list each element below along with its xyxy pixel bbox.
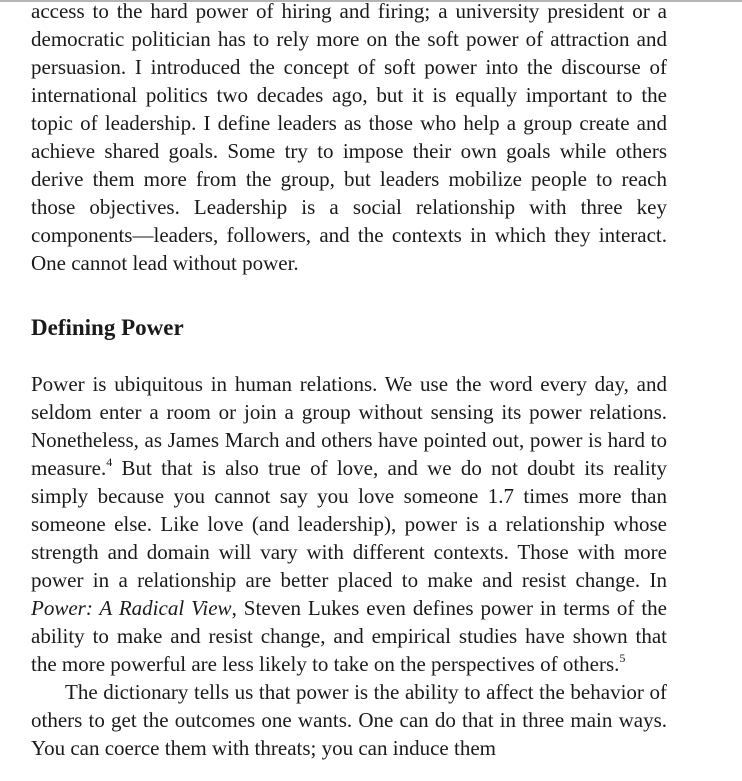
section-heading: Defining Power	[31, 315, 184, 340]
paragraph-2-part-1: Power is ubiquitous in human relations. We use the word every day, and seldom enter a room or join a group without sensing its power relations. Nonetheless, as James March and others have pointed out, power is hard to measure.	[31, 372, 667, 480]
paragraph-1: access to the hard power of hiring and firing; a university president or a democratic politician has to rely more on the soft power of attraction and persuasion. I introduced the concept of soft power into the discourse of international politics two decades ago, but it is equally important to the topic of leadership. I define leaders as those who help a group create and achieve shared goals. Some try to impose their own goals while others derive them more from the group, but leaders mobilize people to reach those objectives. Leadership is a social relationship with three key components—leaders, followers, and the contexts in which they interact. One cannot lead without power.	[31, 0, 667, 275]
paragraph-2-part-2: But that is also true of love, and we do not doubt its reality simply because you cannot say you love someone 1.7 times more than someone else. Like love (and leadership), power is a relationship whose strength and domain will vary with different contexts. Those with more power in a relationship are better placed to make and resist change. In	[31, 456, 667, 592]
paragraph-2-part-3: , Steven Lukes even defines power in terms of the ability to make and resist change, and empirical studies have shown that the more powerful are less likely to take on the perspectives of others.	[31, 596, 667, 676]
paragraph-3: The dictionary tells us that power is the ability to affect the behavior of others to get the outcomes one wants. One can do that in three main ways. You can coerce them with threats; you can induce them	[31, 680, 667, 760]
paragraph-2	[31, 370, 667, 678]
page-body	[31, 0, 667, 762]
book-title: Power: A Radical View	[31, 596, 232, 620]
footnote-marker-4[interactable]: 4	[106, 455, 113, 469]
footnote-marker-5[interactable]: 5	[619, 651, 626, 665]
